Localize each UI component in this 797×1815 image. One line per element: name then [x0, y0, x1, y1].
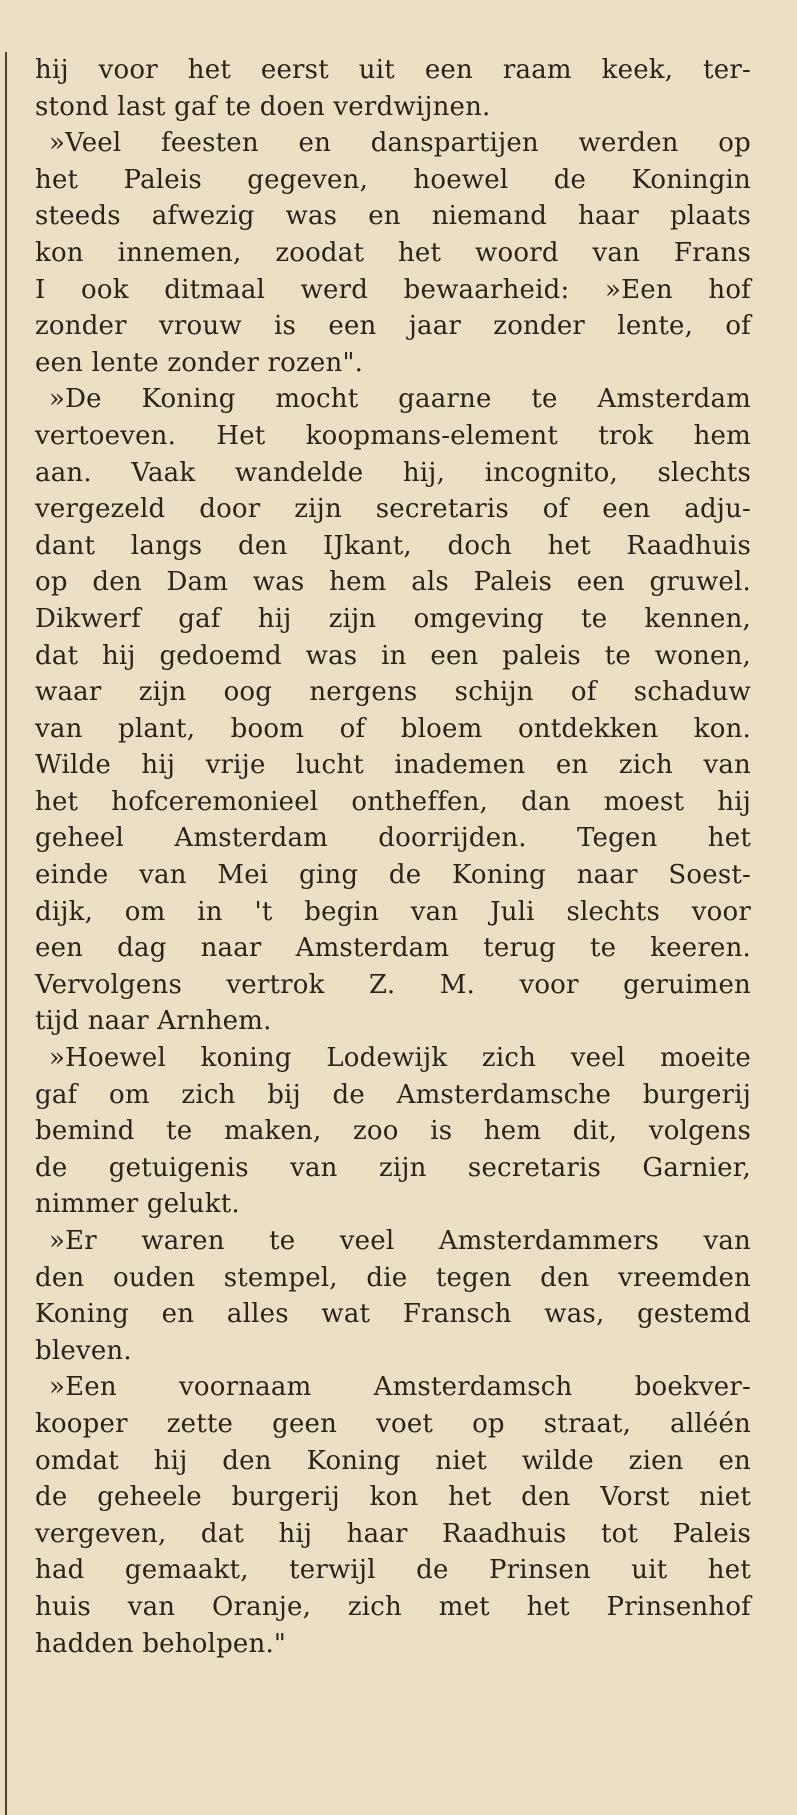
text-line: einde van Mei ging de Koning naar Soest-: [35, 860, 751, 891]
text-line: het hofceremonieel ontheffen, dan moest hij: [35, 786, 751, 817]
paragraph: [35, 125, 751, 381]
paragraph: [35, 381, 751, 1040]
text-line: dijk, om in 't begin van Juli slechts voor: [35, 896, 751, 927]
text-line: omdat hij den Koning niet wilde zien en: [35, 1445, 751, 1476]
text-line: bleven.: [35, 1335, 132, 1366]
text-line: »Hoewel koning Lodewijk zich veel moeite: [49, 1043, 751, 1074]
text-line: hij voor het eerst uit een raam keek, ter-: [35, 55, 751, 85]
paragraph: [35, 1369, 751, 1662]
text-line: zonder vrouw is een jaar zonder lente, of: [35, 311, 751, 342]
text-line: vergezeld door zijn secretaris of een adju-: [35, 494, 751, 525]
text-column: [35, 52, 751, 1662]
text-line: den ouden stempel, die tegen den vreemden: [35, 1262, 751, 1293]
text-line: dat hij gedoemd was in een paleis te wonen,: [35, 640, 751, 671]
text-line: Wilde hij vrije lucht inademen en zich van: [35, 750, 751, 781]
text-line: Vervolgens vertrok Z. M. voor geruimen: [35, 969, 751, 1000]
text-line: kon innemen, zoodat het woord van Frans: [35, 237, 751, 268]
column-rule: [5, 52, 7, 1815]
text-line: de geheele burgerij kon het den Vorst niet: [35, 1482, 751, 1513]
text-line: »Veel feesten en danspartijen werden op: [49, 128, 751, 159]
paragraph: [35, 52, 751, 125]
text-line: de getuigenis van zijn secretaris Garnier,: [35, 1152, 751, 1183]
text-line: I ook ditmaal werd bewaarheid: »Een hof: [35, 274, 751, 305]
text-line: vergeven, dat hij haar Raadhuis tot Paleis: [35, 1518, 751, 1549]
text-line: dant langs den IJkant, doch het Raadhuis: [35, 530, 751, 561]
text-line: bemind te maken, zoo is hem dit, volgens: [35, 1116, 751, 1147]
text-line: van plant, boom of bloem ontdekken kon.: [35, 713, 751, 744]
text-line: op den Dam was hem als Paleis een gruwel.: [35, 567, 751, 598]
text-line: stond last gaf te doen verdwijnen.: [35, 91, 491, 122]
text-line: waar zijn oog nergens schijn of schaduw: [35, 677, 751, 708]
text-line: Koning en alles wat Fransch was, gestemd: [35, 1299, 751, 1330]
text-line: »De Koning mocht gaarne te Amsterdam: [49, 384, 751, 415]
text-line: steeds afwezig was en niemand haar plaats: [35, 201, 751, 232]
text-line: geheel Amsterdam doorrijden. Tegen het: [35, 823, 751, 854]
paragraph: [35, 1223, 751, 1369]
text-line: nimmer gelukt.: [35, 1189, 240, 1220]
text-line: hadden beholpen.": [35, 1628, 287, 1659]
paragraph: [35, 1040, 751, 1223]
text-line: huis van Oranje, zich met het Prinsenhof: [35, 1591, 751, 1622]
text-line: het Paleis gegeven, hoewel de Koningin: [35, 164, 751, 195]
text-line: had gemaakt, terwijl de Prinsen uit het: [35, 1555, 751, 1586]
text-line: kooper zette geen voet op straat, alléén: [35, 1408, 751, 1439]
text-line: Dikwerf gaf hij zijn omgeving te kennen,: [35, 603, 751, 634]
text-line: tijd naar Arnhem.: [35, 1006, 272, 1037]
text-line: een lente zonder rozen".: [35, 347, 364, 378]
text-line: »Er waren te veel Amsterdammers van: [49, 1226, 751, 1256]
text-line: gaf om zich bij de Amsterdamsche burgerij: [35, 1079, 751, 1110]
text-line: »Een voornaam Amsterdamsch boekver-: [49, 1372, 751, 1403]
text-line: een dag naar Amsterdam terug te keeren.: [35, 933, 751, 964]
text-line: vertoeven. Het koopmans-element trok hem: [35, 420, 751, 451]
text-line: aan. Vaak wandelde hij, incognito, slechts: [35, 457, 751, 488]
